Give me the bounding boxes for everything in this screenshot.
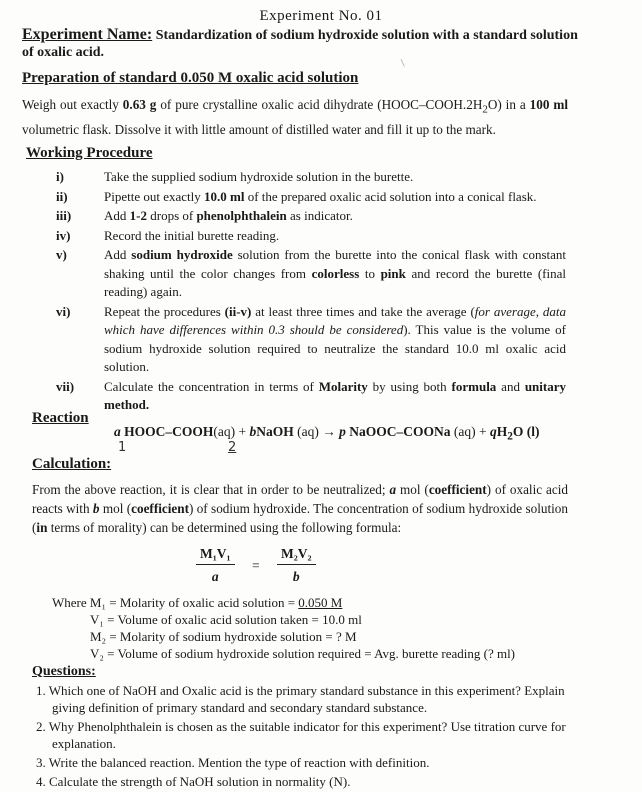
step-5-naoh: sodium hydroxide <box>131 247 233 262</box>
step-text <box>104 207 566 226</box>
step-number: i) <box>56 169 64 184</box>
naoh: NaOH <box>256 424 294 439</box>
step-3-text-a: Add <box>104 208 130 223</box>
sodium-oxalate: NaOOC–COONa <box>345 424 451 439</box>
def-m1 <box>52 594 515 611</box>
state-aq-3: (aq) + <box>450 424 490 439</box>
step-5-text-e: to <box>359 265 381 281</box>
coef-q: q <box>489 424 497 439</box>
prep-text-3: O) in a <box>487 97 530 112</box>
def-v2: V₂ = Volume of sodium hydroxide solution required = Avg. burette reading (? ml) <box>90 646 516 661</box>
step-text <box>104 303 566 377</box>
coef-a: a <box>114 424 121 439</box>
questions-heading: Questions: <box>32 664 96 679</box>
calc-text-5: ) of sodium hydroxide. The concentration of sodium hydroxide solution ( <box>32 501 568 535</box>
step-7-text-e: and <box>496 378 525 394</box>
calc-text-3: ) of oxalic acid reacts with <box>32 482 568 516</box>
def-m2: M₂ = Molarity of sodium hydroxide solution = ? M <box>90 629 357 644</box>
step-3-indicator: phenolphthalein <box>196 208 287 223</box>
step-text: Record the initial burette reading. <box>104 227 280 243</box>
water-rest: O (l) <box>512 424 540 439</box>
step-1 <box>56 168 566 187</box>
step-2-text-a: Pipette out exactly <box>104 188 205 204</box>
experiment-name-text: Standardization of sodium hydroxide solution with a standard solution of oxalic acid. <box>22 28 578 60</box>
state-aq-2: (aq) → <box>293 424 340 439</box>
preparation-paragraph <box>22 95 568 139</box>
where-label: Where <box>52 595 90 610</box>
step-3-text-c: drops of <box>146 208 197 223</box>
procedure-heading: Working Procedure <box>26 145 153 161</box>
m1-text: M₁ = Molarity of oxalic acid solution = <box>89 595 299 610</box>
step-text: Take the supplied sodium hydroxide solution in the burette. <box>104 169 414 184</box>
state-aq-1: (aq) + <box>213 424 250 439</box>
step-6-average-note: for average, data which have differences within 0.3 should be considered <box>104 303 566 337</box>
calculation-heading: Calculation: <box>32 456 112 472</box>
experiment-name-label: Experiment Name: <box>22 26 153 43</box>
preparation-heading: Preparation of standard 0.050 M oxalic acid solution <box>22 70 359 86</box>
question-2: 2. Why Phenolphthalein is chosen as the suitable indicator for this experiment? Use titration curve for explanation. <box>36 719 566 751</box>
fraction-right-numerator: M₂V₂ <box>277 546 316 565</box>
step-6-text-a: Repeat the procedures <box>104 303 225 319</box>
experiment-name <box>22 26 582 61</box>
fraction-right-denominator: b <box>292 569 300 584</box>
step-7 <box>56 378 566 415</box>
step-5 <box>56 246 566 302</box>
step-5-text-g: and record the burette (final reading) again. <box>104 265 566 299</box>
handwritten-coef-2: 2 <box>228 440 237 455</box>
step-6-range: (ii-v) <box>224 303 252 319</box>
calc-coef-2: coefficient <box>131 501 189 516</box>
step-5-text-a: Add <box>104 247 132 262</box>
calc-text-6: terms of morality) can be determined using the following formula: <box>47 520 402 535</box>
step-5-colorless: colorless <box>311 265 360 281</box>
step-6 <box>56 303 566 377</box>
coef-b: b <box>249 424 257 439</box>
question-1: 1. Which one of NaOH and Oxalic acid is the primary standard substance in this experiment? Explain giving definition of primary standard and secondary standard substance. <box>36 683 565 715</box>
reaction-heading: Reaction <box>32 410 89 426</box>
step-7-text-c: by using both <box>367 378 452 394</box>
def-v1: V₁ = Volume of oxalic acid solution taken = 10.0 ml <box>90 612 362 627</box>
prep-volume: 100 ml <box>529 97 569 112</box>
step-number: v) <box>56 247 67 262</box>
step-5-text-c: solution from the burette into the conical flask with constant shaking until the color changes from <box>104 247 567 281</box>
step-6-text-c: at least three times and take the average ( <box>251 303 475 319</box>
prep-sub: 2 <box>482 103 488 116</box>
water-sub: 2 <box>507 430 513 443</box>
procedure-steps <box>56 168 566 416</box>
variable-definitions <box>52 594 515 662</box>
prep-text-2: of pure crystalline oxalic acid dihydrate (HOOC–COOH.2H <box>156 97 483 112</box>
question-4: 4. Calculate the strength of NaOH solution in normality (N). <box>36 774 351 789</box>
step-number: iv) <box>56 227 71 243</box>
oxalic-acid: HOOC–COOH <box>120 424 214 439</box>
step-7-unitary: unitary method. <box>104 378 566 412</box>
questions-list <box>36 682 566 792</box>
step-text <box>104 246 566 302</box>
step-3 <box>56 207 566 226</box>
calc-b: b <box>92 501 100 516</box>
step-number: iii) <box>56 208 72 223</box>
step-text <box>104 378 566 415</box>
fraction-right <box>277 546 316 585</box>
calculation-paragraph <box>32 480 568 537</box>
step-3-text-e: as indicator. <box>286 208 353 223</box>
reaction-equation <box>114 424 540 443</box>
fraction-left-denominator: a <box>211 569 219 584</box>
step-number: vii) <box>56 378 75 394</box>
handwritten-coef-1: 1 <box>118 440 127 455</box>
step-7-molarity: Molarity <box>318 378 368 394</box>
calc-a: a <box>389 482 397 497</box>
step-7-formula: formula <box>451 378 497 394</box>
calc-text-1: From the above reaction, it is clear that in order to be neutralized; <box>32 482 390 497</box>
step-4 <box>56 227 566 246</box>
fraction-left <box>196 546 235 585</box>
water-h: H <box>496 424 508 439</box>
experiment-title: Experiment No. 01 <box>259 8 383 24</box>
molarity-formula <box>196 546 316 585</box>
step-3-drops: 1-2 <box>129 208 147 223</box>
step-6-text-e: ). This value is the volume of sodium hydroxide solution required to neutralize the standard 10.0 ml oxalic acid solution. <box>104 322 567 374</box>
m1-value: 0.050 M <box>298 595 343 610</box>
step-5-pink: pink <box>380 265 406 281</box>
step-number: ii) <box>56 188 68 204</box>
step-2-text-c: of the prepared oxalic acid solution into a conical flask. <box>244 188 537 204</box>
calc-text-4: mol ( <box>99 501 132 516</box>
equals-sign: = <box>251 557 260 573</box>
calc-text-2: mol ( <box>396 482 429 497</box>
step-7-text-a: Calculate the concentration in terms of <box>104 378 319 394</box>
prep-text-1: Weigh out exactly <box>22 97 123 112</box>
prep-text-4: volumetric flask. Dissolve it with little amount of distilled water and fill it up to the mark. <box>22 121 496 137</box>
calc-terms: in <box>36 520 48 535</box>
calc-coef-1: coefficient <box>428 482 487 497</box>
question-3: 3. Write the balanced reaction. Mention the type of reaction with definition. <box>36 755 430 770</box>
step-number: vi) <box>56 303 71 319</box>
coef-p: p <box>339 424 346 439</box>
step-2-volume: 10.0 ml <box>204 188 245 204</box>
step-2 <box>56 188 566 207</box>
step-text <box>104 188 566 207</box>
prep-mass: 0.63 g <box>122 97 157 112</box>
fraction-left-numerator: M₁V₁ <box>196 546 235 565</box>
